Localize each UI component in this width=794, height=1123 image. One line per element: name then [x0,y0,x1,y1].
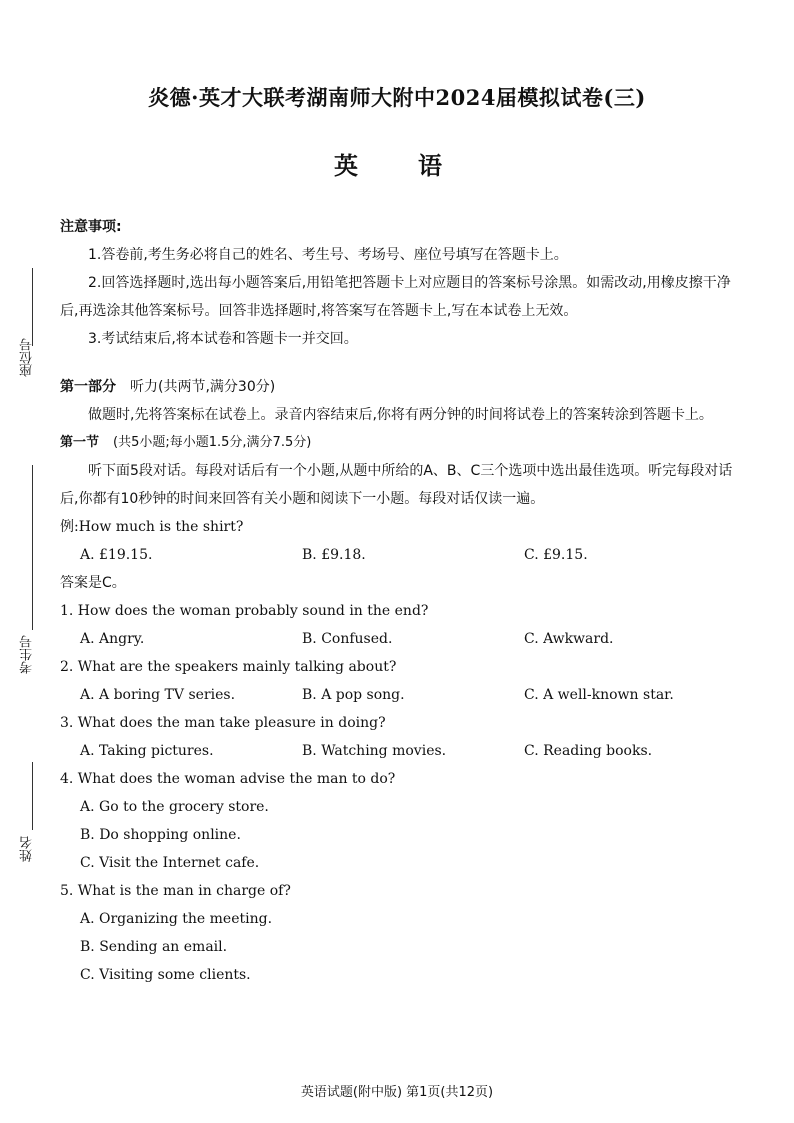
page-footer: 英语试题(附中版) 第1页(共12页) [300,1085,494,1100]
option-a: A. A boring TV series. [80,687,236,703]
note-item: 2.回答选择题时,选出每小题答案后,用铅笔把答题卡上对应题目的答案标号涂黑。如需改动,用橡皮擦干净后,再选涂其他答案标号。回答非选择题时,将答案写在答题卡上,写在本试卷上无效。 [60,275,731,319]
option-c: C. Visit the Internet cafe. [80,855,260,871]
option-a: A. Taking pictures. [80,743,214,759]
option-a: A. Go to the grocery store. [80,799,269,815]
exam-content [60,213,742,989]
notes-heading: 注意事项: [60,219,122,235]
seat-line [32,268,33,346]
option-b: B. Confused. [302,631,393,647]
note-item: 3.考试结束后,将本试卷和答题卡一并交回。 [88,331,358,347]
example-option-a: A. £19.15. [80,547,153,563]
question-2-options [60,681,742,709]
section1-title: (共5小题;每小题1.5分,满分7.5分) [113,435,312,450]
exam-title: 炎德·英才大联考湖南师大附中2024届模拟试卷(三) [148,85,646,110]
example-option-c: C. £9.15. [524,547,588,563]
example-options [60,541,742,569]
example-answer: 答案是C。 [60,575,126,591]
exam-number-label: 考生号 [20,635,35,674]
question-1-options [60,625,742,653]
option-c: C. A well-known star. [524,687,674,703]
question-3: 3. What does the man take pleasure in doing? [60,715,386,731]
question-1: 1. How does the woman probably sound in the end? [60,603,429,619]
option-c: C. Awkward. [524,631,614,647]
option-b: B. Watching movies. [302,743,447,759]
example-option-b: B. £9.18. [302,547,366,563]
part1-instruction: 做题时,先将答案标在试卷上。录音内容结束后,你将有两分钟的时间将试卷上的答案转涂到答题卡上。 [88,407,713,423]
name-line [32,762,33,830]
section1-label: 第一节 [60,435,100,450]
question-5: 5. What is the man in charge of? [60,883,291,899]
part1-heading [60,373,742,401]
note-item: 1.答卷前,考生务必将自己的姓名、考生号、考场号、座位号填写在答题卡上。 [88,247,568,263]
subject-title: 英 语 [334,152,460,180]
option-c: C. Reading books. [524,743,653,759]
question-3-options [60,737,742,765]
example-question: 例:How much is the shirt? [60,519,244,535]
option-c: C. Visiting some clients. [80,967,251,983]
name-label: 姓名 [20,836,35,862]
option-b: B. Do shopping online. [80,827,241,843]
question-4: 4. What does the woman advise the man to do? [60,771,396,787]
part1-title: 听力(共两节,满分30分) [130,379,276,395]
section1-instruction: 听下面5段对话。每段对话后有一个小题,从题中所给的A、B、C三个选项中选出最佳选项。听完每段对话后,你都有10秒钟的时间来回答有关小题和阅读下一小题。每段对话仅读一遍。 [60,463,733,507]
seat-number-label: 座位号 [20,338,35,377]
part1-label: 第一部分 [60,379,116,395]
option-b: B. A pop song. [302,687,405,703]
section1-heading [60,429,742,457]
question-2: 2. What are the speakers mainly talking about? [60,659,397,675]
option-b: B. Sending an email. [80,939,228,955]
option-a: A. Angry. [80,631,145,647]
option-a: A. Organizing the meeting. [80,911,273,927]
exam-number-line [32,465,33,630]
